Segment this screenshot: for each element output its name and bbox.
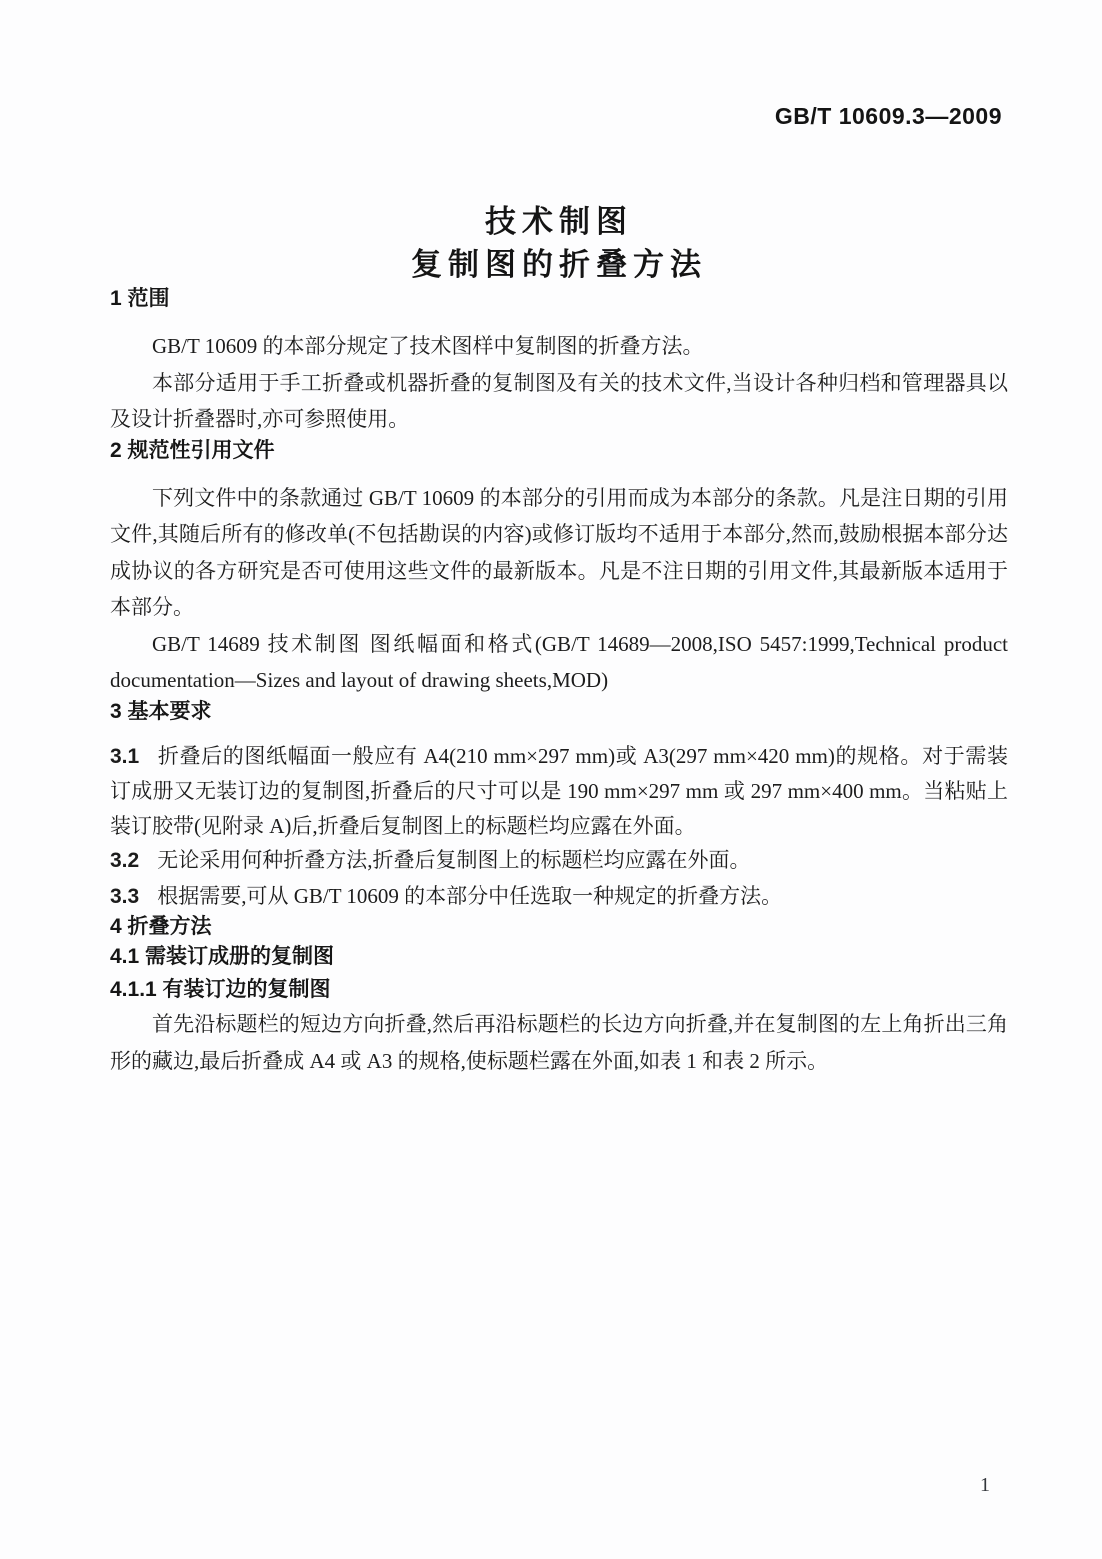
section-folding-methods: [110, 914, 1008, 1079]
subsection-4-1-heading: 4.1 需装订成册的复制图: [110, 945, 335, 968]
section-basic-requirements: [110, 699, 1008, 915]
clause-3-3-label: 3.3: [110, 884, 140, 908]
document-title: [110, 200, 1008, 286]
page-number: 1: [980, 1474, 990, 1496]
section-4-heading: 4 折叠方法: [110, 915, 212, 938]
document-title-line1: 技术制图: [485, 204, 633, 239]
section-scope: [110, 286, 1008, 438]
section-2-reference-entry: GB/T 14689 技术制图 图纸幅面和格式(GB/T 14689—2008,ISO 5457:1999,Technical product documentation—Sizes and layout of drawing sheets,MOD): [110, 631, 1008, 692]
section-2-heading: 2 规范性引用文件: [110, 438, 275, 462]
section-2-paragraph-1: 下列文件中的条款通过 GB/T 10609 的本部分的引用而成为本部分的条款。凡是注日期的引用文件,其随后所有的修改单(不包括勘误的内容)或修订版均不适用于本部分,然而,鼓励根据本部分达成协议的各方研究是否可使用这些文件的最新版本。凡是不注日期的引用文件,其最新版本适用于本部分。: [110, 485, 1008, 619]
clause-3-1-text: 折叠后的图纸幅面一般应有 A4(210 mm×297 mm)或 A3(297 mm×420 mm)的规格。对于需装订成册又无装订边的复制图,折叠后的尺寸可以是 190 mm×297 mm 或 297 mm×400 mm。当粘贴上装订胶带(见附录 A)后,折叠后复制图上的标题栏均应露在外面。: [110, 743, 1008, 838]
clause-3-3-text: 根据需要,可从 GB/T 10609 的本部分中任选取一种规定的折叠方法。: [157, 883, 783, 908]
section-1-heading: 1 范围: [110, 287, 170, 310]
section-1-paragraph-1: GB/T 10609 的本部分规定了技术图样中复制图的折叠方法。: [152, 334, 704, 358]
clause-3-2-label: 3.2: [110, 849, 140, 872]
clause-3-1-label: 3.1: [110, 744, 140, 768]
standard-number: GB/T 10609.3—2009: [774, 103, 1002, 129]
clause-3-2-text: 无论采用何种折叠方法,折叠后复制图上的标题栏均应露在外面。: [157, 848, 751, 872]
subsection-4-1-1-heading: 4.1.1 有装订边的复制图: [110, 978, 331, 1001]
section-4-paragraph-1: 首先沿标题栏的短边方向折叠,然后再沿标题栏的长边方向折叠,并在复制图的左上角折出三角形的藏边,最后折叠成 A4 或 A3 的规格,使标题栏露在外面,如表 1 和表 2 所示。: [110, 1012, 1008, 1073]
clause-3-2: [110, 843, 1008, 879]
clause-3-3: [110, 879, 1008, 915]
clause-3-1: [110, 739, 1008, 844]
section-3-heading: 3 基本要求: [110, 699, 212, 723]
section-1-paragraph-2: 本部分适用于手工折叠或机器折叠的复制图及有关的技术文件,当设计各种归档和管理器具以及设计折叠器时,亦可参照使用。: [110, 370, 1008, 431]
section-normative-references: [110, 438, 1008, 699]
document-title-line2: 复制图的折叠方法: [411, 247, 707, 282]
